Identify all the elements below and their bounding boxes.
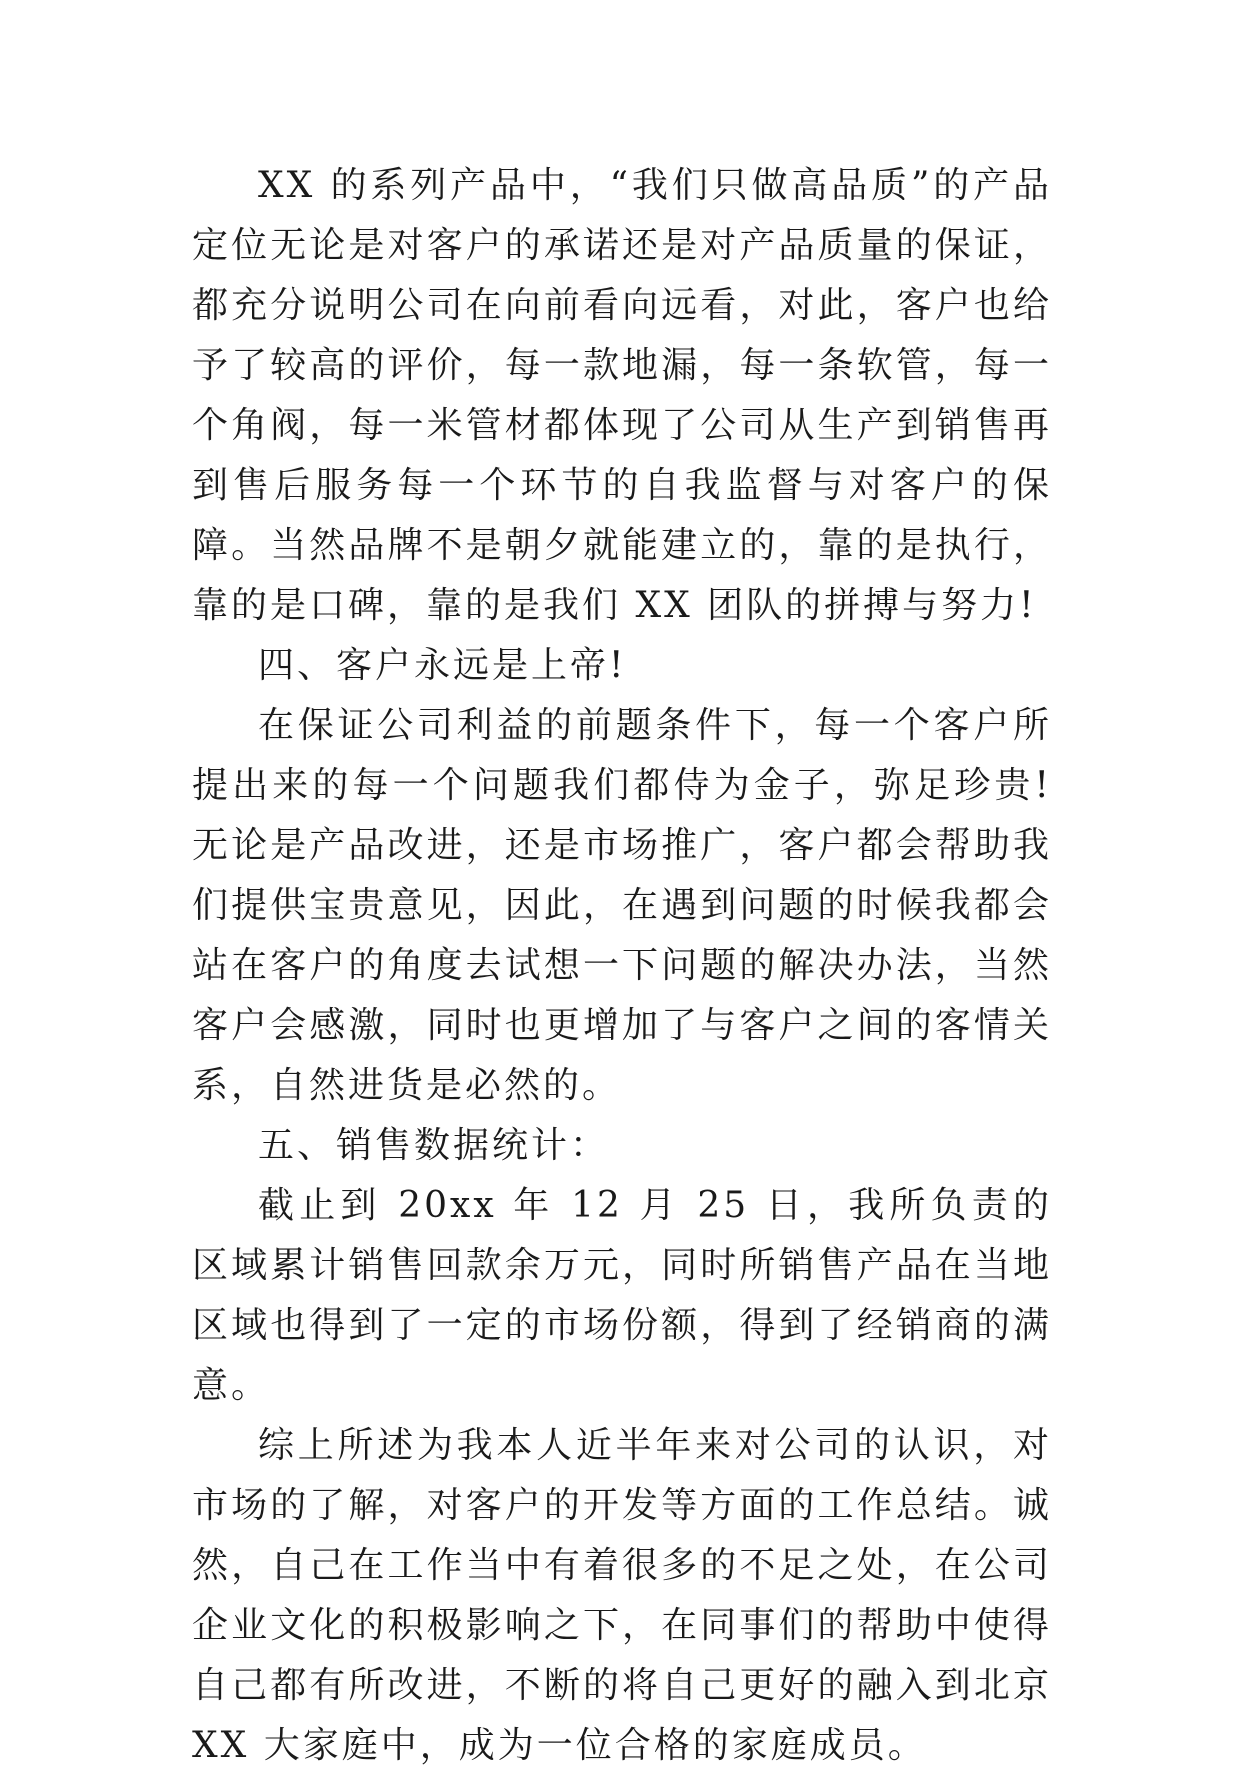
paragraph-summary: 综上所述为我本人近半年来对公司的认识，对市场的了解，对客户的开发等方面的工作总结。诚然，自己在工作当中有着很多的不足之处，在公司企业文化的积极影响之下，在同事们的帮助中使得自己都有所改进，不断的将自己更好的融入到北京 XX 大家庭中，成为一位合格的家庭成员。	[192, 1425, 1052, 1766]
document-body	[192, 156, 1052, 1776]
heading-sales-statistics: 五、销售数据统计：	[258, 1125, 610, 1166]
paragraph-product-quality: XX 的系列产品中，“我们只做高品质”的产品定位无论是对客户的承诺还是对产品质量的保证，都充分说明公司在向前看向远看，对此，客户也给予了较高的评价，每一款地漏，每一条软管，每一个角阀，每一米管材都体现了公司从生产到销售再到售后服务每一个环节的自我监督与对客户的保障。当然品牌不是朝夕就能建立的，靠的是执行，靠的是口碑，靠的是我们 XX 团队的拼搏与努力!	[192, 165, 1052, 626]
heading-customer-first: 四、客户永远是上帝!	[258, 645, 627, 686]
paragraph-sales-data: 截止到 20xx 年 12 月 25 日，我所负责的区域累计销售回款余万元，同时所销售产品在当地区域也得到了一定的市场份额，得到了经销商的满意。	[192, 1185, 1052, 1406]
paragraph-customer-service: 在保证公司利益的前题条件下，每一个客户所提出来的每一个问题我们都侍为金子，弥足珍贵!无论是产品改进，还是市场推广，客户都会帮助我们提供宝贵意见，因此，在遇到问题的时候我都会站在客户的角度去试想一下问题的解决办法，当然客户会感激，同时也更增加了与客户之间的客情关系，自然进货是必然的。	[192, 705, 1052, 1106]
